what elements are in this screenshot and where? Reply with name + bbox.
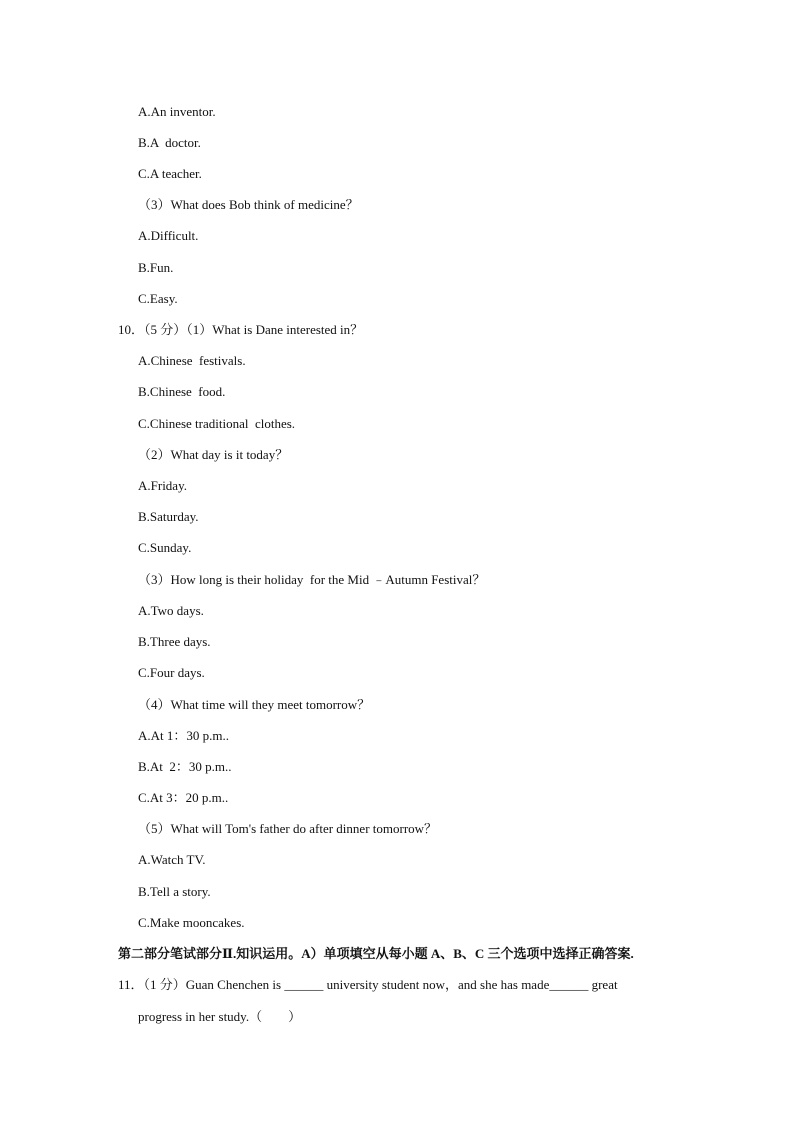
sub-question: （3）What does Bob think of medicine？ <box>138 197 359 212</box>
sub-question: （2）What day is it today？ <box>138 447 289 462</box>
section-heading: 第二部分笔试部分Ⅱ.知识运用。A）单项填空从每小题 A、B、C 三个选项中选择正确答案. <box>118 946 634 961</box>
option-text: A.An inventor. <box>138 104 216 119</box>
option-text: C.Make mooncakes. <box>138 915 245 930</box>
sub-question: （3）How long is their holiday for the Mid ﹣Autumn Festival？ <box>138 572 486 587</box>
option-text: B.Chinese food. <box>138 384 226 399</box>
option-text: A.Difficult. <box>138 228 199 243</box>
option-text: C.A teacher. <box>138 166 202 181</box>
option-text: A.Chinese festivals. <box>138 353 246 368</box>
sub-question: （4）What time will they meet tomorrow？ <box>138 697 371 712</box>
option-text: B.Three days. <box>138 634 211 649</box>
option-text: A.Watch TV. <box>138 852 206 867</box>
option-text: C.At 3：20 p.m.. <box>138 790 229 805</box>
option-text: C.Chinese traditional clothes. <box>138 416 296 431</box>
question-continuation: progress in her study.（ ） <box>138 1009 302 1024</box>
option-text: C.Easy. <box>138 291 178 306</box>
option-text: A.At 1：30 p.m.. <box>138 728 230 743</box>
option-text: B.Fun. <box>138 260 174 275</box>
option-text: B.Saturday. <box>138 509 199 524</box>
option-text: C.Sunday. <box>138 540 192 555</box>
option-text: B.Tell a story. <box>138 884 211 899</box>
sub-question: （5）What will Tom's father do after dinner tomorrow？ <box>138 821 438 836</box>
question-heading: 11．（1 分）Guan Chenchen is ______ university student now，and she has made______ great <box>118 977 618 992</box>
option-text: B.A doctor. <box>138 135 201 150</box>
option-text: C.Four days. <box>138 665 205 680</box>
option-text: A.Friday. <box>138 478 187 493</box>
question-heading: 10．（5 分）（1）What is Dane interested in？ <box>118 322 364 337</box>
option-text: B.At 2：30 p.m.. <box>138 759 232 774</box>
option-text: A.Two days. <box>138 603 204 618</box>
